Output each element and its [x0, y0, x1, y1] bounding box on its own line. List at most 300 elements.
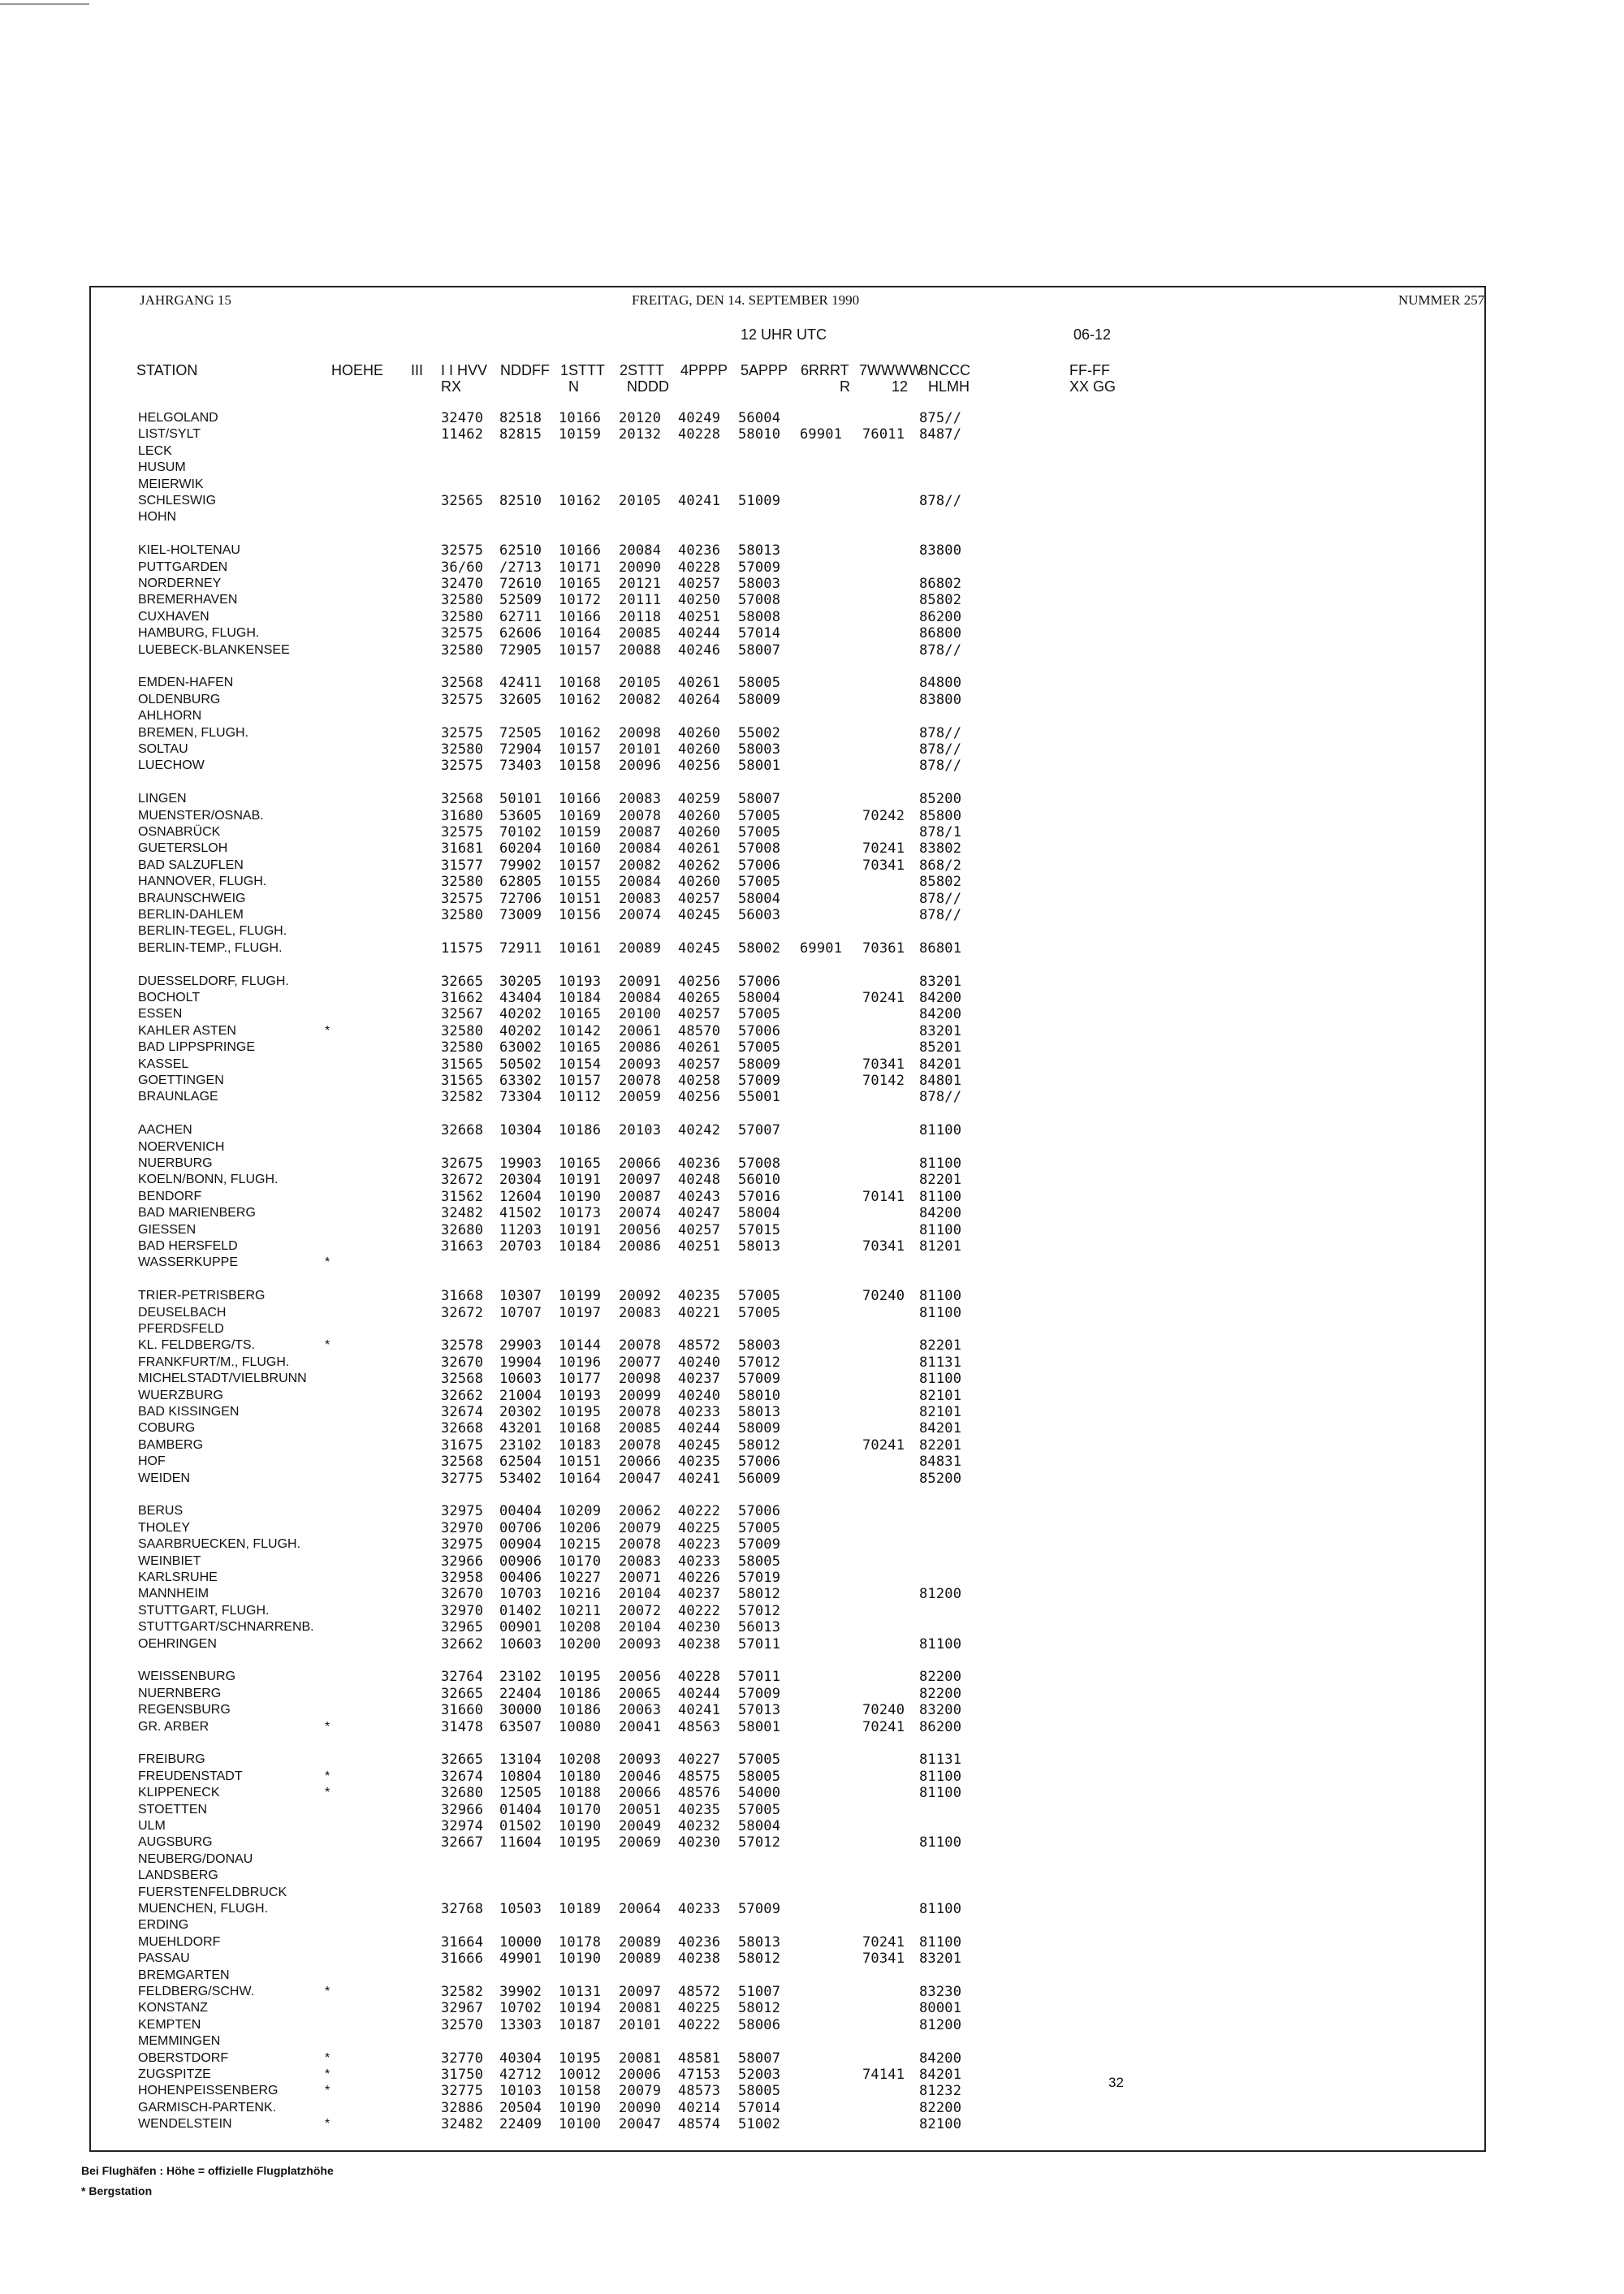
group-4pppp: 40228 — [678, 559, 721, 576]
group-ihvv: 32580 — [441, 1022, 484, 1039]
group-5appp: 57012 — [738, 1602, 781, 1619]
group-ihvv: 32580 — [441, 1039, 484, 1056]
group-1sttt: 10165 — [559, 1006, 602, 1023]
group-nddff: 00906 — [499, 1553, 542, 1570]
col-nddd: NDDD — [627, 378, 669, 395]
group-5appp: 57014 — [738, 2099, 781, 2116]
mountain-marker: * — [325, 2117, 330, 2132]
group-5appp: 57005 — [738, 1801, 781, 1818]
group-7wwww: 70341 — [862, 857, 905, 874]
group-nddff: 13303 — [499, 2016, 542, 2033]
group-4pppp: 40243 — [678, 1188, 721, 1205]
group-1sttt: 10157 — [559, 1073, 602, 1089]
group-nddff: 00706 — [499, 1519, 542, 1536]
group-5appp: 58012 — [738, 2000, 781, 2017]
group-nddff: 73009 — [499, 907, 542, 923]
group-1sttt: 10170 — [559, 1801, 602, 1818]
group-2sttt: 20091 — [619, 973, 662, 990]
station-name: WASSERKUPPE — [138, 1255, 238, 1270]
group-4pppp: 40242 — [678, 1122, 721, 1139]
group-nddff: 10000 — [499, 1933, 542, 1951]
group-2sttt: 20061 — [619, 1022, 662, 1039]
group-ihvv: 32680 — [441, 1221, 484, 1238]
group-nddff: 20302 — [499, 1404, 542, 1420]
group-1sttt: 10131 — [559, 1984, 602, 2000]
group-2sttt: 20074 — [619, 907, 662, 923]
group-2sttt: 20120 — [619, 410, 662, 426]
group-8nccc: 82100 — [919, 2116, 962, 2133]
utc-label: 12 UHR UTC — [741, 326, 827, 343]
group-4pppp: 40260 — [678, 741, 721, 758]
date-line: FREITAG, DEN 14. SEPTEMBER 1990 — [632, 292, 860, 308]
group-5appp: 57012 — [738, 1354, 781, 1371]
group-ihvv: 32672 — [441, 1304, 484, 1321]
group-5appp: 54000 — [738, 1785, 781, 1802]
group-1sttt: 10161 — [559, 940, 602, 957]
group-5appp: 56013 — [738, 1619, 781, 1636]
group-5appp: 57009 — [738, 1685, 781, 1702]
group-1sttt: 10165 — [559, 1039, 602, 1056]
group-nddff: 62606 — [499, 625, 542, 642]
group-ihvv: 32965 — [441, 1619, 484, 1636]
group-4pppp: 40240 — [678, 1387, 721, 1404]
group-ihvv: 32665 — [441, 1685, 484, 1702]
group-5appp: 58013 — [738, 1404, 781, 1420]
group-8nccc: 84200 — [919, 1006, 962, 1023]
group-1sttt: 10144 — [559, 1337, 602, 1354]
group-2sttt: 20090 — [619, 559, 662, 576]
group-2sttt: 20089 — [619, 1951, 662, 1968]
group-2sttt: 20059 — [619, 1089, 662, 1106]
group-8nccc: 84201 — [919, 1420, 962, 1437]
footnote-mountain: * Bergstation — [81, 2184, 153, 2197]
group-8nccc: 81100 — [919, 1221, 962, 1238]
station-name: BREMEN, FLUGH. — [138, 725, 249, 740]
station-name: FREUDENSTADT — [138, 1769, 243, 1783]
group-7wwww: 70241 — [862, 840, 905, 858]
group-4pppp: 40245 — [678, 907, 721, 923]
group-5appp: 58013 — [738, 1238, 781, 1255]
group-4pppp: 40249 — [678, 410, 721, 426]
station-name: COBURG — [138, 1421, 196, 1436]
station-name: ULM — [138, 1819, 166, 1833]
group-8nccc: 878// — [919, 642, 962, 659]
station-name: PASSAU — [138, 1951, 190, 1966]
group-ihvv: 32966 — [441, 1801, 484, 1818]
group-ihvv: 32662 — [441, 1387, 484, 1404]
group-4pppp: 40235 — [678, 1801, 721, 1818]
group-ihvv: 32575 — [441, 890, 484, 907]
group-nddff: 72911 — [499, 940, 542, 957]
group-4pppp: 48573 — [678, 2083, 721, 2100]
group-4pppp: 40262 — [678, 857, 721, 874]
group-ihvv: 32580 — [441, 741, 484, 758]
group-6rrrt: 69901 — [800, 940, 843, 957]
group-5appp: 58004 — [738, 890, 781, 907]
group-nddff: 63302 — [499, 1073, 542, 1089]
group-4pppp: 40223 — [678, 1536, 721, 1553]
group-8nccc: 81100 — [919, 1768, 962, 1785]
group-1sttt: 10195 — [559, 1404, 602, 1420]
group-nddff: 82815 — [499, 426, 542, 443]
col-2sttt: 2STTT — [620, 362, 665, 378]
group-8nccc: 83802 — [919, 840, 962, 858]
station-name: STUTTGART, FLUGH. — [138, 1603, 270, 1618]
group-5appp: 58013 — [738, 542, 781, 559]
station-name: BAD SALZUFLEN — [138, 858, 244, 872]
group-2sttt: 20082 — [619, 857, 662, 874]
group-1sttt: 10162 — [559, 691, 602, 708]
group-2sttt: 20047 — [619, 2116, 662, 2133]
group-4pppp: 40256 — [678, 1089, 721, 1106]
group-4pppp: 40251 — [678, 608, 721, 625]
group-2sttt: 20101 — [619, 2016, 662, 2033]
group-2sttt: 20085 — [619, 625, 662, 642]
group-ihvv: 31562 — [441, 1188, 484, 1205]
group-5appp: 57008 — [738, 592, 781, 609]
mountain-marker: * — [325, 1769, 330, 1783]
station-name: BAMBERG — [138, 1437, 204, 1452]
group-nddff: 62504 — [499, 1454, 542, 1471]
group-2sttt: 20092 — [619, 1288, 662, 1305]
group-ihvv: 32674 — [441, 1768, 484, 1785]
group-nddff: 01402 — [499, 1602, 542, 1619]
group-1sttt: 10162 — [559, 493, 602, 509]
group-1sttt: 10166 — [559, 410, 602, 426]
group-2sttt: 20079 — [619, 2083, 662, 2100]
group-1sttt: 10200 — [559, 1635, 602, 1652]
group-4pppp: 40250 — [678, 592, 721, 609]
col-n: N — [568, 378, 579, 395]
group-8nccc: 84800 — [919, 675, 962, 692]
group-8nccc: 85200 — [919, 1470, 962, 1487]
mountain-marker: * — [325, 2084, 330, 2098]
group-8nccc: 83200 — [919, 1702, 962, 1719]
group-2sttt: 20077 — [619, 1354, 662, 1371]
group-8nccc: 82201 — [919, 1172, 962, 1189]
group-ihvv: 32662 — [441, 1635, 484, 1652]
group-nddff: 60204 — [499, 840, 542, 858]
group-1sttt: 10159 — [559, 824, 602, 840]
group-7wwww: 70241 — [862, 1436, 905, 1454]
group-nddff: 53605 — [499, 807, 542, 824]
group-4pppp: 40233 — [678, 1553, 721, 1570]
group-ihvv: 31663 — [441, 1238, 484, 1255]
col-1sttt: 1STTT — [560, 362, 606, 378]
group-5appp: 58013 — [738, 1933, 781, 1951]
group-2sttt: 20049 — [619, 1818, 662, 1834]
station-name: OSNABRÜCK — [138, 825, 221, 839]
group-1sttt: 10227 — [559, 1570, 602, 1586]
group-2sttt: 20069 — [619, 1834, 662, 1851]
group-2sttt: 20047 — [619, 1470, 662, 1487]
group-ihvv: 36/60 — [441, 559, 484, 576]
group-4pppp: 40257 — [678, 1056, 721, 1073]
group-4pppp: 40248 — [678, 1172, 721, 1189]
station-name: MUENSTER/OSNAB. — [138, 808, 264, 823]
station-name: BERLIN-DAHLEM — [138, 908, 244, 922]
group-8nccc: 85200 — [919, 791, 962, 808]
col-ffff: FF-FF — [1069, 362, 1110, 378]
group-5appp: 57005 — [738, 1006, 781, 1023]
group-5appp: 51009 — [738, 493, 781, 509]
group-ihvv: 32775 — [441, 1470, 484, 1487]
group-1sttt: 10208 — [559, 1752, 602, 1769]
group-4pppp: 40236 — [678, 542, 721, 559]
group-nddff: 19903 — [499, 1156, 542, 1172]
group-2sttt: 20090 — [619, 2099, 662, 2116]
group-1sttt: 10177 — [559, 1371, 602, 1388]
group-5appp: 58005 — [738, 675, 781, 692]
group-2sttt: 20084 — [619, 990, 662, 1006]
group-1sttt: 10189 — [559, 1901, 602, 1917]
station-name: BRAUNLAGE — [138, 1090, 218, 1104]
group-8nccc: 81100 — [919, 1304, 962, 1321]
group-8nccc: 84201 — [919, 2067, 962, 2083]
group-4pppp: 40264 — [678, 691, 721, 708]
station-name: SOLTAU — [138, 742, 188, 756]
group-nddff: 62510 — [499, 542, 542, 559]
group-8nccc: 81100 — [919, 1156, 962, 1172]
group-8nccc: 84831 — [919, 1454, 962, 1471]
group-nddff: 13104 — [499, 1752, 542, 1769]
group-5appp: 57008 — [738, 840, 781, 858]
group-nddff: 00904 — [499, 1536, 542, 1553]
group-2sttt: 20121 — [619, 576, 662, 592]
station-name: NUERNBERG — [138, 1686, 222, 1700]
group-4pppp: 48574 — [678, 2116, 721, 2133]
group-8nccc: 82101 — [919, 1387, 962, 1404]
station-name: AHLHORN — [138, 709, 202, 724]
group-1sttt: 10180 — [559, 1768, 602, 1785]
group-ihvv: 32966 — [441, 1553, 484, 1570]
group-1sttt: 10190 — [559, 2099, 602, 2116]
group-8nccc: 878/1 — [919, 824, 962, 840]
station-name: BRAUNSCHWEIG — [138, 891, 246, 905]
group-ihvv: 32582 — [441, 1089, 484, 1106]
group-ihvv: 32575 — [441, 691, 484, 708]
group-8nccc: 86801 — [919, 940, 962, 957]
group-nddff: 43201 — [499, 1420, 542, 1437]
group-nddff: 01404 — [499, 1801, 542, 1818]
station-name: DUESSELDORF, FLUGH. — [138, 974, 289, 988]
group-nddff: 62805 — [499, 874, 542, 891]
group-1sttt: 10168 — [559, 675, 602, 692]
group-8nccc: 878// — [919, 890, 962, 907]
group-4pppp: 40222 — [678, 2016, 721, 2033]
group-5appp: 58012 — [738, 1586, 781, 1603]
group-4pppp: 40238 — [678, 1635, 721, 1652]
group-ihvv: 32672 — [441, 1172, 484, 1189]
group-5appp: 57011 — [738, 1635, 781, 1652]
group-ihvv: 32770 — [441, 2050, 484, 2067]
col-hoehe: HOEHE — [331, 362, 384, 378]
group-nddff: 73403 — [499, 758, 542, 775]
group-4pppp: 40235 — [678, 1454, 721, 1471]
group-4pppp: 48570 — [678, 1022, 721, 1039]
group-2sttt: 20084 — [619, 874, 662, 891]
group-2sttt: 20086 — [619, 1039, 662, 1056]
group-5appp: 57009 — [738, 1073, 781, 1089]
group-nddff: 22409 — [499, 2116, 542, 2133]
group-5appp: 58010 — [738, 1387, 781, 1404]
group-2sttt: 20083 — [619, 1553, 662, 1570]
group-1sttt: 10160 — [559, 840, 602, 858]
group-7wwww: 70240 — [862, 1702, 905, 1719]
group-4pppp: 40235 — [678, 1288, 721, 1305]
group-ihvv: 32775 — [441, 2083, 484, 2100]
group-8nccc: 878// — [919, 1089, 962, 1106]
station-name: AUGSBURG — [138, 1835, 213, 1850]
group-1sttt: 10215 — [559, 1536, 602, 1553]
group-ihvv: 31565 — [441, 1073, 484, 1089]
mountain-marker: * — [325, 1255, 330, 1270]
group-8nccc: 86802 — [919, 576, 962, 592]
group-8nccc: 81100 — [919, 1288, 962, 1305]
group-2sttt: 20006 — [619, 2067, 662, 2083]
group-1sttt: 10080 — [559, 1718, 602, 1735]
group-5appp: 58010 — [738, 426, 781, 443]
group-2sttt: 20056 — [619, 1221, 662, 1238]
station-name: LIST/SYLT — [138, 427, 201, 442]
group-4pppp: 40241 — [678, 1470, 721, 1487]
group-8nccc: 81100 — [919, 1834, 962, 1851]
group-5appp: 57005 — [738, 824, 781, 840]
group-2sttt: 20078 — [619, 807, 662, 824]
group-4pppp: 40265 — [678, 990, 721, 1006]
group-1sttt: 10193 — [559, 973, 602, 990]
group-nddff: 23102 — [499, 1436, 542, 1454]
station-name: MANNHEIM — [138, 1587, 209, 1601]
group-8nccc: 81232 — [919, 2083, 962, 2100]
station-name: KOELN/BONN, FLUGH. — [138, 1173, 279, 1187]
group-1sttt: 10156 — [559, 907, 602, 923]
group-nddff: 72706 — [499, 890, 542, 907]
group-2sttt: 20098 — [619, 1371, 662, 1388]
group-nddff: 20504 — [499, 2099, 542, 2116]
group-8nccc: 81201 — [919, 1238, 962, 1255]
group-ihvv: 32958 — [441, 1570, 484, 1586]
col-6rrrt: 6RRRT — [801, 362, 849, 378]
station-name: PFERDSFELD — [138, 1322, 224, 1336]
group-4pppp: 40257 — [678, 1006, 721, 1023]
group-8nccc: 82201 — [919, 1436, 962, 1454]
group-4pppp: 40233 — [678, 1404, 721, 1420]
group-1sttt: 10183 — [559, 1436, 602, 1454]
group-4pppp: 40260 — [678, 724, 721, 741]
group-nddff: 50502 — [499, 1056, 542, 1073]
group-5appp: 57008 — [738, 1156, 781, 1172]
group-4pppp: 48575 — [678, 1768, 721, 1785]
station-name: DEUSELBACH — [138, 1305, 227, 1320]
group-ihvv: 32580 — [441, 907, 484, 923]
group-2sttt: 20105 — [619, 493, 662, 509]
group-2sttt: 20089 — [619, 1933, 662, 1951]
group-2sttt: 20083 — [619, 1304, 662, 1321]
group-4pppp: 40232 — [678, 1818, 721, 1834]
col-12: 12 — [892, 378, 909, 395]
group-ihvv: 31660 — [441, 1702, 484, 1719]
group-5appp: 57006 — [738, 1503, 781, 1520]
station-name: KONSTANZ — [138, 2001, 208, 2015]
group-8nccc: 84200 — [919, 2050, 962, 2067]
group-2sttt: 20064 — [619, 1901, 662, 1917]
group-ihvv: 32568 — [441, 675, 484, 692]
group-7wwww: 70341 — [862, 1951, 905, 1968]
group-4pppp: 40233 — [678, 1901, 721, 1917]
group-1sttt: 10100 — [559, 2116, 602, 2133]
group-1sttt: 10190 — [559, 1818, 602, 1834]
group-ihvv: 32568 — [441, 791, 484, 808]
group-2sttt: 20081 — [619, 2000, 662, 2017]
group-5appp: 58007 — [738, 642, 781, 659]
group-nddff: 72505 — [499, 724, 542, 741]
group-2sttt: 20103 — [619, 1122, 662, 1139]
group-nddff: 10703 — [499, 1586, 542, 1603]
group-8nccc: 81100 — [919, 1122, 962, 1139]
station-name: LUEBECK-BLANKENSEE — [138, 642, 290, 657]
station-name: KEMPTEN — [138, 2017, 201, 2032]
page-number: 32 — [1108, 2075, 1124, 2090]
station-name: MEIERWIK — [138, 477, 204, 491]
group-4pppp: 40257 — [678, 576, 721, 592]
group-5appp: 57016 — [738, 1188, 781, 1205]
group-2sttt: 20104 — [619, 1619, 662, 1636]
station-name: FUERSTENFELDBRUCK — [138, 1885, 287, 1899]
group-5appp: 57006 — [738, 973, 781, 990]
group-5appp: 58002 — [738, 940, 781, 957]
group-1sttt: 10158 — [559, 758, 602, 775]
mountain-marker: * — [325, 2067, 330, 2081]
group-1sttt: 10195 — [559, 1669, 602, 1686]
station-name: STOETTEN — [138, 1802, 208, 1817]
col-xxgg: XX GG — [1069, 378, 1116, 395]
group-2sttt: 20083 — [619, 791, 662, 808]
group-nddff: 10804 — [499, 1768, 542, 1785]
group-8nccc: 878// — [919, 493, 962, 509]
group-4pppp: 40260 — [678, 874, 721, 891]
group-ihvv: 32674 — [441, 1404, 484, 1420]
group-7wwww: 70141 — [862, 1188, 905, 1205]
group-nddff: 12505 — [499, 1785, 542, 1802]
group-1sttt: 10178 — [559, 1933, 602, 1951]
group-4pppp: 40259 — [678, 791, 721, 808]
group-1sttt: 10157 — [559, 741, 602, 758]
group-5appp: 58012 — [738, 1951, 781, 1968]
group-4pppp: 40246 — [678, 642, 721, 659]
group-nddff: 00901 — [499, 1619, 542, 1636]
group-5appp: 58008 — [738, 608, 781, 625]
group-nddff: 42712 — [499, 2067, 542, 2083]
group-2sttt: 20088 — [619, 642, 662, 659]
group-4pppp: 40237 — [678, 1371, 721, 1388]
group-5appp: 57007 — [738, 1122, 781, 1139]
group-2sttt: 20051 — [619, 1801, 662, 1818]
group-4pppp: 40241 — [678, 1702, 721, 1719]
group-2sttt: 20093 — [619, 1752, 662, 1769]
group-nddff: 62711 — [499, 608, 542, 625]
group-2sttt: 20078 — [619, 1536, 662, 1553]
group-4pppp: 40230 — [678, 1834, 721, 1851]
group-5appp: 57005 — [738, 1304, 781, 1321]
col-hlmh: HLMH — [928, 378, 970, 395]
station-name: BREMGARTEN — [138, 1968, 230, 1982]
group-1sttt: 10142 — [559, 1022, 602, 1039]
mountain-marker: * — [325, 1338, 330, 1353]
group-5appp: 58004 — [738, 1818, 781, 1834]
group-1sttt: 10169 — [559, 807, 602, 824]
group-nddff: 30000 — [499, 1702, 542, 1719]
